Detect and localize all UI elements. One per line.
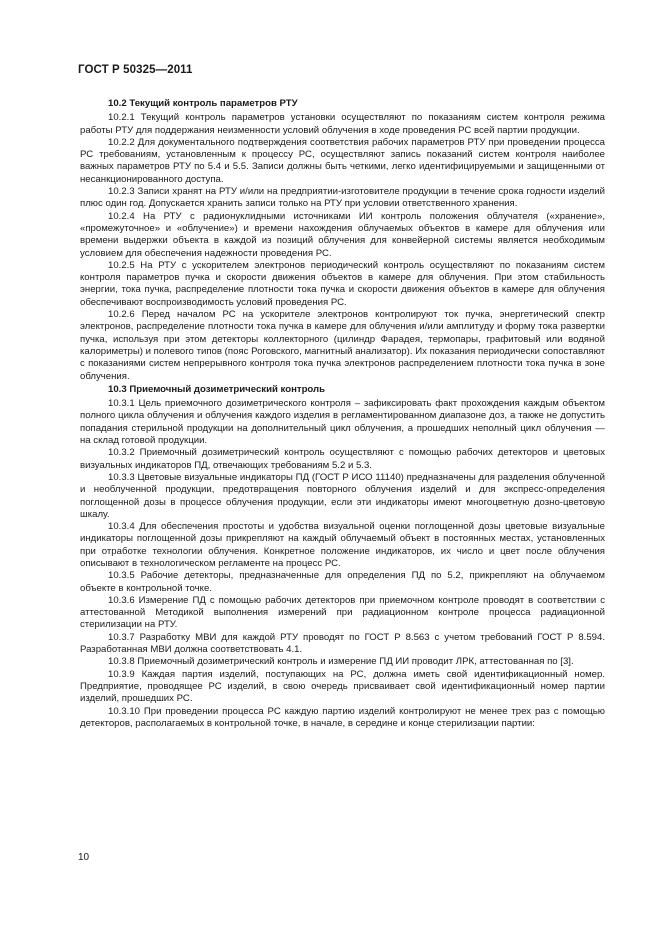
- paragraph-10-3-3: 10.3.3 Цветовые визуальные индикаторы ПД (ГОСТ Р ИСО 11140) предназначены для разделения облученной и необлученной продукции, предотвращения повторного облучения изделий и для экспресс-определения поглощенной дозы в процессе облучения продукции, если эти индикаторы имеют многоцветную дозно-цветовую шкалу.: [80, 471, 605, 520]
- section-heading-10-2: 10.2 Текущий контроль параметров РТУ: [108, 98, 298, 109]
- paragraph-10-2-1: 10.2.1 Текущий контроль параметров установки осуществляют по показаниям систем контроля режима работы РТУ для поддержания неизменности условий облучения в ходе проведения РС всей партии продукции.: [80, 112, 605, 136]
- paragraph-10-2-6: 10.2.6 Перед началом РС на ускорителе электронов контролируют ток пучка, энергетический спектр электронов, распределение плотности тока пучка в камере для облучения и/или амплитуду и форму тока развертки пучка, используя при этом детекторы коллекторного (цилиндр Фарадея, термопары, графитовый или водяной калориметры) и полевого типов (пояс Роговского, магнитный анализатор). Их показания периодически сопоставляют с показаниями систем непрерывного контроля тока пучка электронов распределением плотности тока пучка в зоне облучения.: [80, 309, 605, 382]
- paragraph-10-3-6: 10.3.6 Измерение ПД с помощью рабочих детекторов при приемочном контроле проводят в соответствии с аттестованной Методикой выполнения измерений при радиационном контроле процесса радиационной стерилизации на РТУ.: [80, 594, 605, 631]
- paragraph-10-2-4: 10.2.4 На РТУ с радионуклидными источниками ИИ контроль положения облучателя («хранение», «промежуточное» и «облучение») и времени нахождения облучаемых объектов в камере для облучения или времени выдержки объекта в каждой из позиций облучения для конвейерной системы является необходимым условием для обеспечения надежности проведения РС.: [80, 210, 605, 259]
- paragraph-10-3-8: 10.3.8 Приемочный дозиметрический контроль и измерение ПД ИИ проводит ЛРК, аттестованная по [3].: [108, 656, 574, 668]
- paragraph-10-3-4: 10.3.4 Для обеспечения простоты и удобства визуальной оценки поглощенной дозы цветовые визуальные индикаторы поглощенной дозы прикрепляют на каждый облучаемый объект в постоянных местах, установленных при отработке технологии облучения. Конкретное положение индикаторов, их число и цвет после облучения описывают в технологическом регламенте на процесс РС.: [80, 521, 605, 569]
- page-number: 10: [78, 852, 90, 863]
- paragraph-10-2-3: 10.2.3 Записи хранят на РТУ и/или на предприятии-изготовителе продукции в течение срока годности изделий плюс один год. Допускается хранить записи только на РТУ при условии ответственного хранения.: [80, 186, 605, 210]
- paragraph-10-3-5: 10.3.5 Рабочие детекторы, предназначенные для определения ПД по 5.2, прикрепляют на облучаемом объекте в контрольной точке.: [80, 570, 605, 594]
- paragraph-10-3-2: 10.3.2 Приемочный дозиметрический контроль осуществляют с помощью рабочих детекторов и цветовых визуальных индикаторов ПД, отвечающих требованиям 5.2 и 5.3.: [80, 447, 605, 471]
- paragraph-10-2-5: 10.2.5 На РТУ с ускорителем электронов периодический контроль осуществляют по показаниям систем контроля параметров пучка и скорости движения объектов в камере для облучения. При этом стабильность энергии, тока пучка, распределение плотности тока пучка и скорости движения объектов в камере для облучения обеспечивают воспроизводимость условий проведения РС.: [80, 259, 605, 308]
- paragraph-10-3-7: 10.3.7 Разработку МВИ для каждой РТУ проводят по ГОСТ Р 8.563 с учетом требований ГОСТ Р 8.594. Разработанная МВИ должна соответствовать 4.1.: [80, 631, 605, 656]
- document-body: [80, 97, 605, 730]
- paragraph-10-3-10: 10.3.10 При проведении процесса РС каждую партию изделий контролируют не менее трех раз с помощью детекторов, располагаемых в контрольной точке, в начале, в середине и конце стерилизации партии:: [80, 705, 605, 729]
- paragraph-10-3-1: 10.3.1 Цель приемочного дозиметрического контроля – зафиксировать факт прохождения каждым объектом полного цикла облучения и облучения каждого изделия в регламентированном диапазоне доз, а также не допустить попадания стерильной продукции на дополнительный цикл облучения, а прошедших неполный цикл облучения — на склад готовой продукции.: [80, 398, 605, 447]
- paragraph-10-2-2: 10.2.2 Для документального подтверждения соответствия рабочих параметров РТУ при проведении процесса РС требованиям, установленным к процессу РС, осуществляют запись показаний систем контроля наиболее важных параметров РТУ по 5.4 и 5.5. Записи должны быть четкими, легко идентифицируемыми и защищенными от несанкционированного доступа.: [80, 136, 605, 185]
- paragraph-10-3-9: 10.3.9 Каждая партия изделий, поступающих на РС, должна иметь свой идентификационный номер. Предприятие, проводящее РС изделий, в свою очередь присваивает свой идентификационный номер партии изделий, прошедших РС.: [80, 668, 605, 705]
- section-heading-10-3: 10.3 Приемочный дозиметрический контроль: [108, 383, 326, 395]
- document-header: ГОСТ Р 50325—2011: [78, 64, 193, 76]
